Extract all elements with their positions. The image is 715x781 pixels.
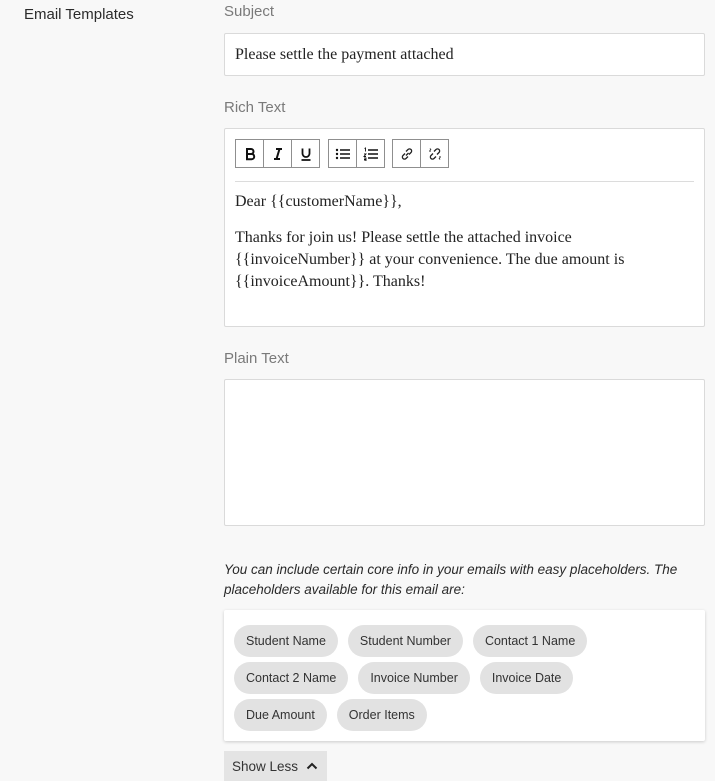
italic-icon [271, 147, 285, 161]
placeholder-chip[interactable]: Student Name [234, 625, 338, 657]
bullet-list-button[interactable] [328, 139, 357, 168]
placeholder-chip[interactable]: Due Amount [234, 699, 327, 731]
bold-button[interactable] [235, 139, 264, 168]
subject-label: Subject [224, 3, 275, 20]
show-less-label: Show Less [232, 758, 299, 774]
placeholder-chip[interactable]: Invoice Date [480, 662, 573, 694]
numbered-list-button[interactable] [356, 139, 385, 168]
placeholders-help-text: You can include certain core info in your emails with easy placeholders. The placeholders available for this email are: [224, 562, 678, 597]
rich-text-toolbar [235, 139, 694, 182]
chip-row [234, 662, 583, 694]
placeholders-panel [224, 610, 705, 741]
plain-text-label: Plain Text [224, 350, 289, 367]
link-button[interactable] [392, 139, 421, 168]
rich-text-editor [224, 128, 705, 327]
numbered-list-icon [363, 147, 379, 161]
editor-paragraph: Thanks for join us! Please settle the attached invoice {{invoiceNumber}} at your convenience. The due amount is {{invoiceAmount}}. Thanks! [235, 229, 625, 290]
rich-text-content[interactable] [235, 191, 664, 307]
chip-row [234, 625, 597, 657]
placeholder-chip[interactable]: Order Items [337, 699, 427, 731]
underline-icon [299, 147, 313, 161]
link-button-group [392, 139, 448, 168]
show-less-button[interactable] [224, 751, 327, 781]
sidebar-item-email-templates[interactable] [24, 6, 134, 23]
link-icon [400, 147, 414, 161]
bold-icon [243, 147, 257, 161]
chevron-up-icon [306, 762, 318, 770]
placeholder-chip[interactable]: Contact 1 Name [473, 625, 587, 657]
chip-row [234, 699, 437, 731]
unlink-icon [428, 147, 442, 161]
unlink-button[interactable] [420, 139, 449, 168]
italic-button[interactable] [263, 139, 292, 168]
plain-text-textarea[interactable] [224, 379, 705, 526]
list-button-group [328, 139, 384, 168]
underline-button[interactable] [291, 139, 320, 168]
placeholder-chip[interactable]: Invoice Number [358, 662, 470, 694]
bullet-list-icon [335, 147, 351, 161]
placeholder-chip[interactable]: Student Number [348, 625, 463, 657]
rich-text-label: Rich Text [224, 99, 286, 116]
sidebar-item-label: Email Templates [24, 6, 134, 23]
placeholder-chip[interactable]: Contact 2 Name [234, 662, 348, 694]
format-button-group [235, 139, 319, 168]
editor-paragraph: Dear {{customerName}}, [235, 193, 402, 210]
subject-value: Please settle the payment attached [235, 45, 454, 63]
subject-input[interactable] [224, 33, 705, 76]
